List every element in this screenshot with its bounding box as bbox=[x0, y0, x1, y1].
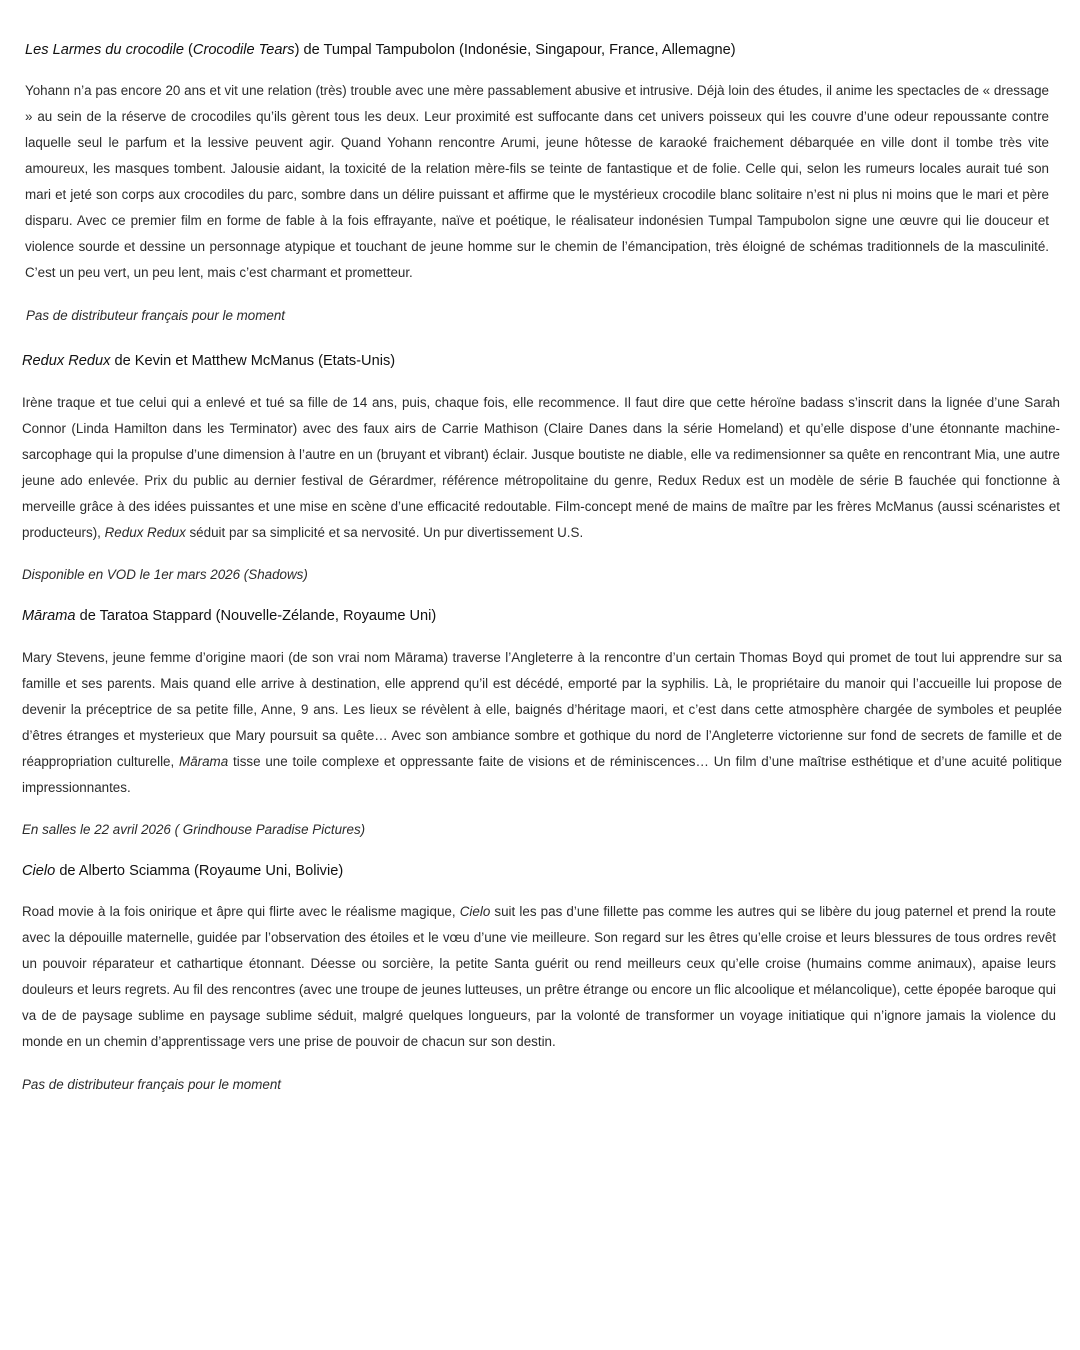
review-text: tisse une toile complexe et oppressante faite de visions et de réminiscences… Un film d’une maîtrise esthétique et d’une acuité politique impressionnantes. bbox=[22, 754, 1062, 795]
review-text: suit les pas d’une fillette pas comme les autres qui se libère du joug paternel et prend la route avec la dépouille maternelle, guidée par l’observation des étoiles et le vœu d’une vie meilleure. Son regard sur les êtres qu’elle croise et leurs blessures de tous ordres revêt un pouvoir réparateur et cathartique étonnant. Déesse ou sorcière, la petite Santa guérit ou rend meilleurs ceux qu’elle croise (humains comme animaux), apaise leurs douleurs et leurs regrets. Au fil des rencontres (avec une troupe de jeunes lutteuses, un prêtre étrange ou encore un flic alcoolique et mélancolique), cette épopée baroque qui va de de paysage sublime en paysage sublime séduit, malgré quelques longueurs, par la volonté de transformer un voyage initiatique qui n’ignore jamais la violence du monde en un chemin d’apprentissage vers une prise de pouvoir de chacun sur son destin. bbox=[22, 904, 1056, 1049]
review-text: séduit par sa simplicité et sa nervosité. Un pur divertissement U.S. bbox=[185, 525, 584, 540]
review-text: Road movie à la fois onirique et âpre qui flirte avec le réalisme magique, bbox=[22, 904, 460, 919]
film-title-italic: Mārama bbox=[22, 608, 76, 624]
review-italic-title: Redux Redux bbox=[104, 525, 186, 540]
film-title bbox=[25, 40, 736, 60]
film-credits: de Kevin et Matthew McManus (Etats-Unis) bbox=[110, 353, 396, 369]
film-review bbox=[25, 78, 1049, 286]
film-title-text: ( bbox=[184, 42, 193, 58]
film-review bbox=[22, 390, 1060, 546]
film-title bbox=[22, 861, 343, 881]
film-title-italic: Redux Redux bbox=[22, 353, 111, 369]
distribution-note: En salles le 22 avril 2026 ( Grindhouse Paradise Pictures) bbox=[22, 822, 366, 837]
film-review bbox=[22, 899, 1056, 1055]
film-title bbox=[22, 351, 395, 371]
distribution-note: Pas de distributeur français pour le moment bbox=[22, 1077, 282, 1092]
film-title bbox=[22, 606, 436, 626]
review-text: Irène traque et tue celui qui a enlevé et tué sa fille de 14 ans, puis, chaque fois, elle recommence. Il faut dire que cette héroïne badass s’inscrit dans la lignée d’une Sarah Connor (Linda Hamilton dans les Terminator) avec des faux airs de Carrie Mathison (Claire Danes dans la série Homeland) et qu’elle dispose d’une étonnante machine-sarcophage qui la propulse d’une dimension à l’autre en un (bruyant et vibrant) éclair. Jusque boutiste ne diable, elle va redimensionner sa quête en rencontrant Mia, une autre jeune ado enlevée. Prix du public au dernier festival de Gérardmer, référence métropolitaine du genre, Redux Redux est un modèle de série B fauchée qui fonctionne à merveille grâce à des idées puissantes et une mise en scène d’une efficacité redoutable. Film-concept mené de mains de maître par les frères McManus (aussi scénaristes et producteurs), bbox=[22, 395, 1060, 540]
review-text: Mary Stevens, jeune femme d’origine maori (de son vrai nom Mārama) traverse l’Angleterre à la rencontre d’un certain Thomas Boyd qui promet de tout lui apprendre sur sa famille et ses parents. Mais quand elle arrive à destination, elle apprend qu’il est décédé, emporté par la syphilis. Là, le propriétaire du manoir qui l’accueille lui propose de devenir la préceptrice de sa petite fille, Anne, 9 ans. Les lieux se révèlent à elle, baignés d’héritage maori, et c’est dans cette atmosphère chargée de symboles et peuplée d’êtres étranges et mysterieux que Mary poursuit sa quête… Avec son ambiance sombre et gothique du nord de l’Angleterre victorienne sur fond de secrets de famille et de réappropriation culturelle, bbox=[22, 650, 1062, 769]
film-review bbox=[22, 645, 1062, 801]
review-text: Yohann n’a pas encore 20 ans et vit une relation (très) trouble avec une mère passablement abusive et intrusive. Déjà loin des études, il anime les spectacles de « dressage » au sein de la réserve de crocodiles qu’ils gèrent tous les deux. Leur proximité est suffocante dans cet univers poisseux qui les couvre d’une odeur repoussante contre laquelle seul le parfum et la lessive peuvent agir. Quand Yohann rencontre Arumi, jeune hôtesse de karaoké fraichement débarquée en ville dont il tombe très vite amoureux, les masques tombent. Jalousie aidant, la toxicité de la relation mère-fils se teinte de fantastique et de folie. Celle qui, selon les rumeurs locales aurait tué son mari et jeté son corps aux crocodiles du parc, sombre dans un délire puissant et affirme que le mystérieux crocodile blanc solitaire n’est ni plus ni moins que le mari et père disparu. Avec ce premier film en forme de fable à la fois effrayante, naïve et poétique, le réalisateur indonésien Tumpal Tampubolon signe une œuvre qui lie douceur et violence sourde et dessine un personnage atypique et touchant de jeune homme sur le chemin de l’émancipation, très éloigné de schémas traditionnels de la masculinité. C’est un peu vert, un peu lent, mais c’est charmant et prometteur. bbox=[25, 83, 1049, 280]
film-title-italic: Cielo bbox=[22, 863, 56, 879]
film-original-title: Crocodile Tears bbox=[192, 42, 295, 58]
film-credits: de Alberto Sciamma (Royaume Uni, Bolivie) bbox=[55, 863, 344, 879]
distribution-note: Pas de distributeur français pour le moment bbox=[26, 308, 286, 323]
film-title-italic: Les Larmes du crocodile bbox=[25, 42, 184, 58]
review-italic-title: Cielo bbox=[459, 904, 491, 919]
film-credits: de Taratoa Stappard (Nouvelle-Zélande, Royaume Uni) bbox=[75, 608, 437, 624]
distribution-note: Disponible en VOD le 1er mars 2026 (Shadows) bbox=[22, 567, 308, 582]
film-credits: ) de Tumpal Tampubolon (Indonésie, Singapour, France, Allemagne) bbox=[294, 42, 736, 58]
review-italic-title: Mārama bbox=[179, 754, 229, 769]
